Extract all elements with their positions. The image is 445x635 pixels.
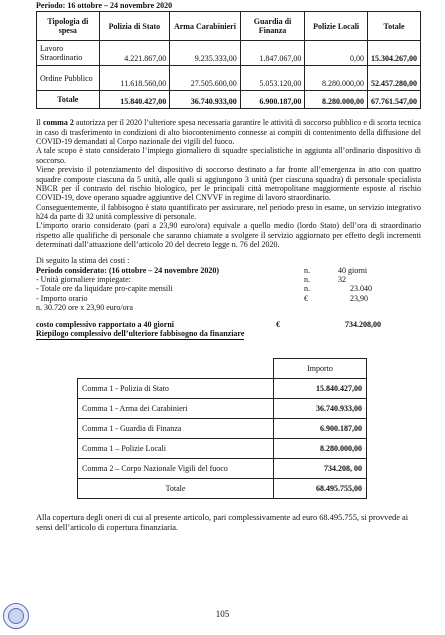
cell-value: 8.280.000,00 — [305, 66, 368, 91]
table-header-row — [37, 12, 421, 41]
row-label: Comma 1 - Guardia di Finanza — [78, 419, 274, 439]
table-row — [37, 41, 421, 66]
table-row — [78, 439, 367, 459]
row-label: Comma 1 - Polizia di Stato — [78, 379, 274, 399]
summary-total-row — [78, 479, 367, 499]
cell-value: 0,00 — [305, 41, 368, 66]
period-label: Periodo considerato: (16 ottobre – 24 novembre 2020) — [36, 265, 220, 275]
header-finanza: Guardia di Finanza — [240, 12, 305, 41]
item-label: - Totale ore da liquidare pro-capite mensili — [36, 284, 173, 294]
cost-label: costo complessivo rapportato a 40 giorni — [36, 319, 174, 329]
summary-heading — [36, 329, 421, 338]
total-value: 68.495.755,00 — [274, 479, 367, 499]
estimate-row — [36, 284, 421, 293]
item-value: 32 — [338, 275, 346, 285]
header-polizia: Polizia di Stato — [99, 12, 170, 41]
cost-value: 734.208,00 — [345, 319, 381, 329]
cell-value: 5.053.120,00 — [240, 66, 305, 91]
total-value: 6.900.187,00 — [240, 91, 305, 109]
row-value: 8.280.000,00 — [274, 439, 367, 459]
page-number: 105 — [215, 609, 230, 619]
row-label: Lavoro Straordinario — [37, 41, 100, 66]
estimate-row — [36, 275, 421, 284]
paragraph: Viene previsto il potenziamento del dispositivo di soccorso destinato a far fronte all’emergenza in atto con quattro squadre composte ciascuna da 5 unità, alle quali si aggiungono 3 unità (per ciascuna squadra) di personale specialista NBCR per il contrasto del rischio biologico, per le principali città metropolitane maggiormente esposte al rischio COVID-19, dove operano squadre aggiuntive del CNVVF in regime di lavoro straordinario. — [36, 165, 421, 203]
total-label: Totale — [37, 91, 100, 109]
period-value: 40 giorni — [338, 265, 368, 275]
cost-total-row — [36, 320, 421, 329]
period-heading: Periodo: 16 ottobre – 24 novembre 2020 — [36, 1, 173, 10]
estimate-period-row — [36, 266, 421, 275]
grand-total: 67.761.547,00 — [368, 91, 421, 109]
row-label: Comma 1 - Arma dei Carabinieri — [78, 399, 274, 419]
cost-unit: € — [276, 319, 280, 329]
row-label: Comma 2 – Corpo Nazionale Vigili del fuoco — [78, 459, 274, 479]
item-unit: € — [304, 293, 308, 303]
row-value: 6.900.187,00 — [274, 419, 367, 439]
header-importo: Importo — [274, 359, 367, 379]
total-value: 15.840.427,00 — [99, 91, 170, 109]
comma-reference: comma 2 — [42, 118, 74, 128]
total-value: 36.740.933,00 — [170, 91, 241, 109]
summary-header-row — [78, 359, 367, 379]
paragraph: L’importo orario considerato (pari a 23,90 euro/ora) equivale a quello medio (lordo Stato) dell’ora di straordinario rispetto alle qualifiche di personale che saranno chiamate a svolgere il servizio aggiornato per effetto degli incrementi determinati dall’attuazione dell’articolo 20 del decreto legge n. 76 del 2020. — [36, 221, 421, 250]
paragraph: A tale scopo è stato considerato l’impiego giornaliero di squadre specialistiche in aggiunta all’ordinario dispositivo di soccorso. — [36, 146, 421, 165]
paragraph: Conseguentemente, il fabbisogno è stato quantificato per assicurare, nel periodo preso in esame, un servizio integrativo h24 da parte di 32 unità complessive di personale. — [36, 202, 421, 221]
table-row — [78, 419, 367, 439]
closing-paragraph: Alla copertura degli oneri di cui al presente articolo, pari complessivamente ad euro 68.495.755, si provvede ai sensi dell’articolo di copertura finanziaria. — [36, 513, 409, 533]
row-label: Ordine Pubblico — [37, 66, 100, 91]
cell-value: 27.505.600,00 — [170, 66, 241, 91]
table-row — [78, 379, 367, 399]
table-row — [78, 459, 367, 479]
summary-heading-text: Riepilogo complessivo dell’ulteriore fabbisogno da finanziare — [36, 328, 245, 338]
cell-value: 1.847.067,00 — [240, 41, 305, 66]
cell-value: 11.618.560,00 — [99, 66, 170, 91]
header-carabinieri: Arma Carabinieri — [170, 12, 241, 41]
item-unit: n. — [304, 275, 310, 285]
item-label: - Unità giornaliere impiegate: — [36, 275, 131, 285]
estimate-intro: Di seguito la stima dei costi : — [36, 256, 130, 266]
row-value: 15.840.427,00 — [274, 379, 367, 399]
item-value: 23,90 — [350, 293, 368, 303]
table-total-row — [37, 91, 421, 109]
row-label: Comma 1 – Polizie Locali — [78, 439, 274, 459]
item-value: 23.040 — [350, 284, 372, 294]
cell-total: 15.304.267,00 — [368, 41, 421, 66]
total-label: Totale — [78, 479, 274, 499]
estimate-row — [36, 294, 421, 303]
cell-total: 52.457.280,00 — [368, 66, 421, 91]
total-value: 8.280.000,00 — [305, 91, 368, 109]
cell-value: 9.235.333,00 — [170, 41, 241, 66]
document-page — [36, 0, 421, 541]
cost-estimate — [36, 256, 421, 338]
paragraph-comma-2 — [36, 118, 421, 146]
row-value: 734.208, 00 — [274, 459, 367, 479]
header-polizie-locali: Polizie Locali — [305, 12, 368, 41]
table-row — [37, 66, 421, 91]
item-label: - Importo orario — [36, 293, 88, 303]
header-tipologia: Tipologia di spesa — [37, 12, 100, 41]
table-row — [78, 399, 367, 419]
header-totale: Totale — [368, 12, 421, 41]
cell-value: 4.221.867,00 — [99, 41, 170, 66]
item-unit: n. — [304, 284, 310, 294]
calculation-line: n. 30.720 ore x 23,90 euro/ora — [36, 303, 133, 313]
period-unit: n. — [304, 265, 310, 275]
cost-breakdown-table — [36, 11, 421, 109]
text-span: Il — [36, 118, 43, 128]
empty-cell — [78, 359, 274, 379]
text-span: autorizza per il 2020 l’ulteriore spesa necessaria garantire le attività di soccorso pubblico e di scorta tecnica in caso di trasferimento in condizioni di alto biocontenimento connesse ai compiti di contenimento della diffusione del COVID-19 demandati al Corpo nazionale dei vigili del fuoco. — [36, 118, 421, 147]
body-text — [36, 118, 421, 338]
summary-table — [77, 358, 367, 499]
row-value: 36.740.933,00 — [274, 399, 367, 419]
